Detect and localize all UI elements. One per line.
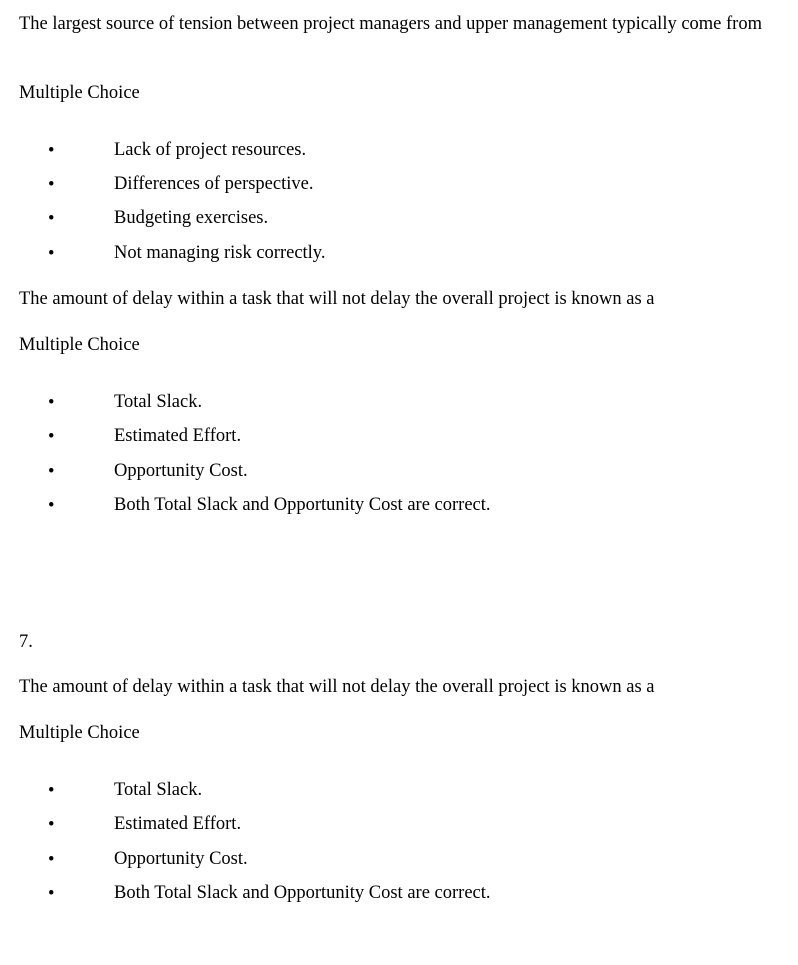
question-2-option-3[interactable]: Opportunity Cost.	[114, 461, 248, 481]
bullet-icon: •	[48, 496, 55, 516]
question-3-option-4[interactable]: Both Total Slack and Opportunity Cost are correct.	[114, 883, 491, 903]
question-3-text: The amount of delay within a task that will not delay the overall project is known as a	[19, 677, 655, 697]
bullet-icon: •	[48, 781, 55, 801]
question-2-option-4[interactable]: Both Total Slack and Opportunity Cost are correct.	[114, 495, 491, 515]
question-2-text: The amount of delay within a task that will not delay the overall project is known as a	[19, 289, 655, 309]
question-3-option-1[interactable]: Total Slack.	[114, 780, 203, 800]
bullet-icon: •	[48, 850, 55, 870]
bullet-icon: •	[48, 209, 55, 229]
question-1-option-3[interactable]: Budgeting exercises.	[114, 208, 269, 228]
bullet-icon: •	[48, 462, 55, 482]
bullet-icon: •	[48, 244, 55, 264]
question-3-number: 7.	[19, 632, 33, 652]
bullet-icon: •	[48, 393, 55, 413]
bullet-icon: •	[48, 141, 55, 161]
bullet-icon: •	[48, 815, 55, 835]
question-3-option-2[interactable]: Estimated Effort.	[114, 814, 242, 834]
bullet-icon: •	[48, 884, 55, 904]
question-2-option-2[interactable]: Estimated Effort.	[114, 426, 242, 446]
question-1-text: The largest source of tension between project managers and upper management typically come from	[19, 14, 762, 34]
bullet-icon: •	[48, 175, 55, 195]
question-1-option-1[interactable]: Lack of project resources.	[114, 140, 307, 160]
question-1-type-label: Multiple Choice	[19, 83, 140, 103]
question-3-type-label: Multiple Choice	[19, 723, 140, 743]
question-2-option-1[interactable]: Total Slack.	[114, 392, 203, 412]
question-3-option-3[interactable]: Opportunity Cost.	[114, 849, 248, 869]
question-1-option-2[interactable]: Differences of perspective.	[114, 174, 314, 194]
question-1-option-4[interactable]: Not managing risk correctly.	[114, 243, 326, 263]
bullet-icon: •	[48, 427, 55, 447]
question-2-type-label: Multiple Choice	[19, 335, 140, 355]
